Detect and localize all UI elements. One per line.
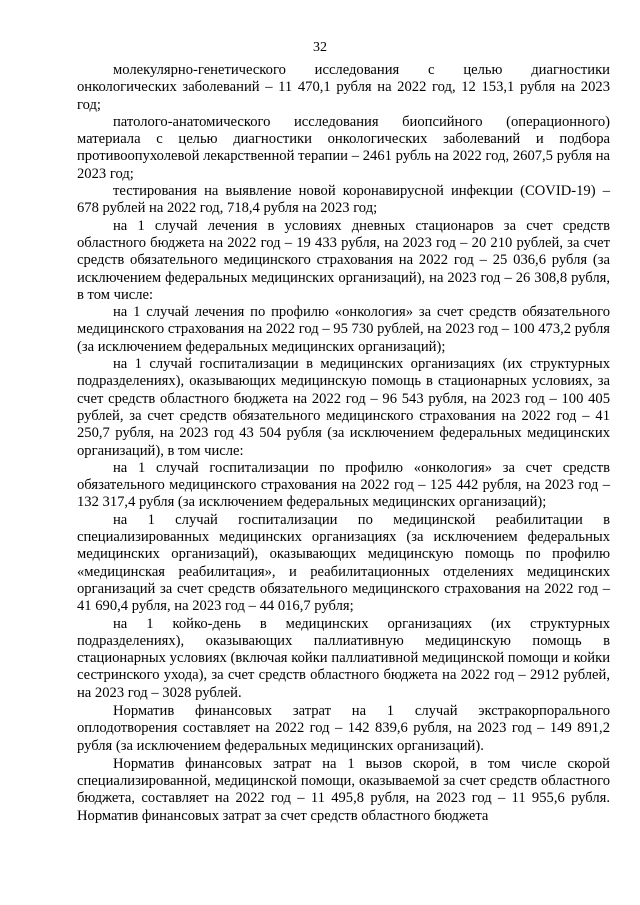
paragraph-day-hospital: на 1 случай лечения в условиях дневных стационаров за счет средств областного бюджета на 2022 год – 19 433 рубля, на 2023 год – 20 210 рублей, за счет средств обязательного медицинского страхования на 2022 год – 25 036,6 рубля (за исключением федеральных медицинских организаций), на 2023 год – 26 308,8 рубля, в том числе:	[77, 217, 610, 303]
paragraph-day-hospital-oncology: на 1 случай лечения по профилю «онкология» за счет средств обязательного медицинского страхования на 2022 год – 95 730 рублей, на 2023 год – 100 473,2 рубля (за исключением федеральных медицинских организаций);	[77, 304, 610, 355]
body-text	[77, 62, 610, 825]
paragraph-pathology-study: патолого-анатомического исследования биопсийного (операционного) материала с целью диагностики онкологических заболеваний и подбора противоопухолевой лекарственной терапии – 2461 рубль на 2022 год, 2607,5 рубля на 2023 год;	[77, 113, 610, 182]
paragraph-ambulance-norm: Норматив финансовых затрат на 1 вызов скорой, в том числе скорой специализированной, медицинской помощи, оказываемой за счет средств областного бюджета, составляет на 2022 год – 11 495,8 рубля, на 2023 год – 11 955,6 рубля. Норматив финансовых затрат за счет средств областного бюджета	[77, 755, 610, 824]
paragraph-rehabilitation: на 1 случай госпитализации по медицинской реабилитации в специализированных медицинских организациях (за исключением федеральных медицинских организаций), оказывающих медицинскую помощь по профилю «медицинская реабилитация», и реабилитационных отделениях медицинских организаций за счет средств обязательного медицинского страхования на 2022 год – 41 690,4 рубля, на 2023 год – 44 016,7 рубля;	[77, 511, 610, 615]
paragraph-ivf-norm: Норматив финансовых затрат на 1 случай экстракорпорального оплодотворения составляет на 2022 год – 142 839,6 рубля, на 2023 год – 149 891,2 рубля (за исключением федеральных медицинских организаций).	[77, 702, 610, 754]
paragraph-hospitalization: на 1 случай госпитализации в медицинских организациях (их структурных подразделениях), оказывающих медицинскую помощь в стационарных условиях, за счет средств областного бюджета на 2022 год – 96 543 рубля, на 2023 год – 100 405 рублей, за счет средств обязательного медицинского страхования на 2022 год – 41 250,7 рубля, на 2023 год 43 504 рубля (за исключением федеральных медицинских организаций), в том числе:	[77, 356, 610, 459]
paragraph-molecular-genetic-study: молекулярно-генетического исследования с целью диагностики онкологических заболеваний – 11 470,1 рубля на 2022 год, 12 153,1 рубля на 2023 год;	[77, 62, 610, 113]
paragraph-palliative-bed-day: на 1 койко-день в медицинских организациях (их структурных подразделениях), оказывающих паллиативную медицинскую помощь в стационарных условиях (включая койки паллиативной медицинской помощи и койки сестринского ухода), за счет средств областного бюджета на 2022 год – 2912 рублей, на 2023 год – 3028 рублей.	[77, 615, 610, 701]
page-number: 32	[313, 40, 327, 55]
paragraph-covid-testing: тестирования на выявление новой коронавирусной инфекции (COVID-19) – 678 рублей на 2022 год, 718,4 рубля на 2023 год;	[77, 183, 610, 217]
paragraph-hospitalization-oncology: на 1 случай госпитализации по профилю «онкология» за счет средств обязательного медицинского страхования на 2022 год – 125 442 рубля, на 2023 год – 132 317,4 рубля (за исключением федеральных медицинских организаций);	[77, 459, 610, 511]
